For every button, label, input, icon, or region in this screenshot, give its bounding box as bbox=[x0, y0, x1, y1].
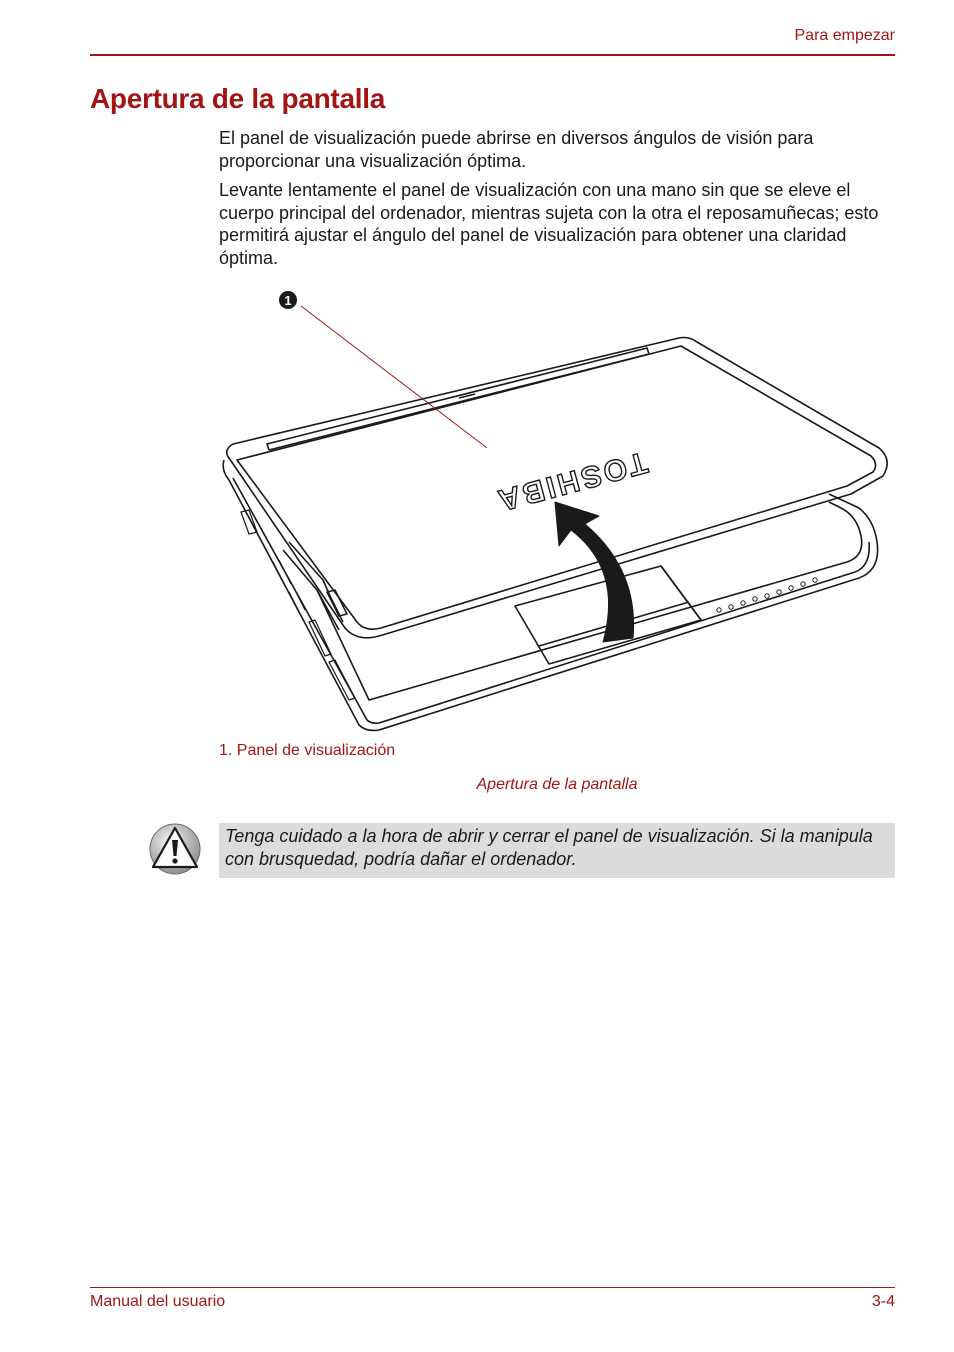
laptop-base-inner bbox=[233, 478, 869, 723]
caution-text: Tenga cuidado a la hora de abrir y cerrar el panel de visualización. Si la manipula con brusquedad, podría dañar el ordenador. bbox=[225, 826, 873, 869]
caution-note bbox=[219, 823, 895, 878]
callout-number: 1 bbox=[284, 293, 292, 308]
page-number: 3-4 bbox=[871, 1293, 895, 1310]
instruction-paragraph: Levante lentamente el panel de visualización con una mano sin que se eleve el cuerpo principal del ordenador, mientras sujeta con la otra el reposamuñecas; esto permitirá ajustar el ángulo del panel de visualización para obtener una claridad óptima. bbox=[219, 180, 879, 268]
page-title: Apertura de la pantalla bbox=[90, 83, 385, 114]
laptop-illustration bbox=[219, 280, 899, 740]
callout-leader-line bbox=[301, 306, 487, 448]
figure-legend: 1. Panel de visualización bbox=[219, 742, 396, 759]
intro-paragraph: El panel de visualización puede abrirse en diversos ángulos de visión para proporcionar una visualización óptima. bbox=[219, 128, 814, 171]
warning-triangle-icon bbox=[148, 822, 202, 876]
header-rule bbox=[90, 54, 895, 56]
running-header: Para empezar bbox=[794, 27, 895, 44]
footer-manual-title: Manual del usuario bbox=[90, 1293, 226, 1310]
laptop-opening-figure bbox=[219, 280, 899, 740]
footer-rule bbox=[90, 1287, 895, 1288]
figure-caption: Apertura de la pantalla bbox=[476, 776, 638, 793]
toshiba-logo: TOSHIBA bbox=[492, 445, 651, 518]
side-ports bbox=[241, 510, 355, 700]
